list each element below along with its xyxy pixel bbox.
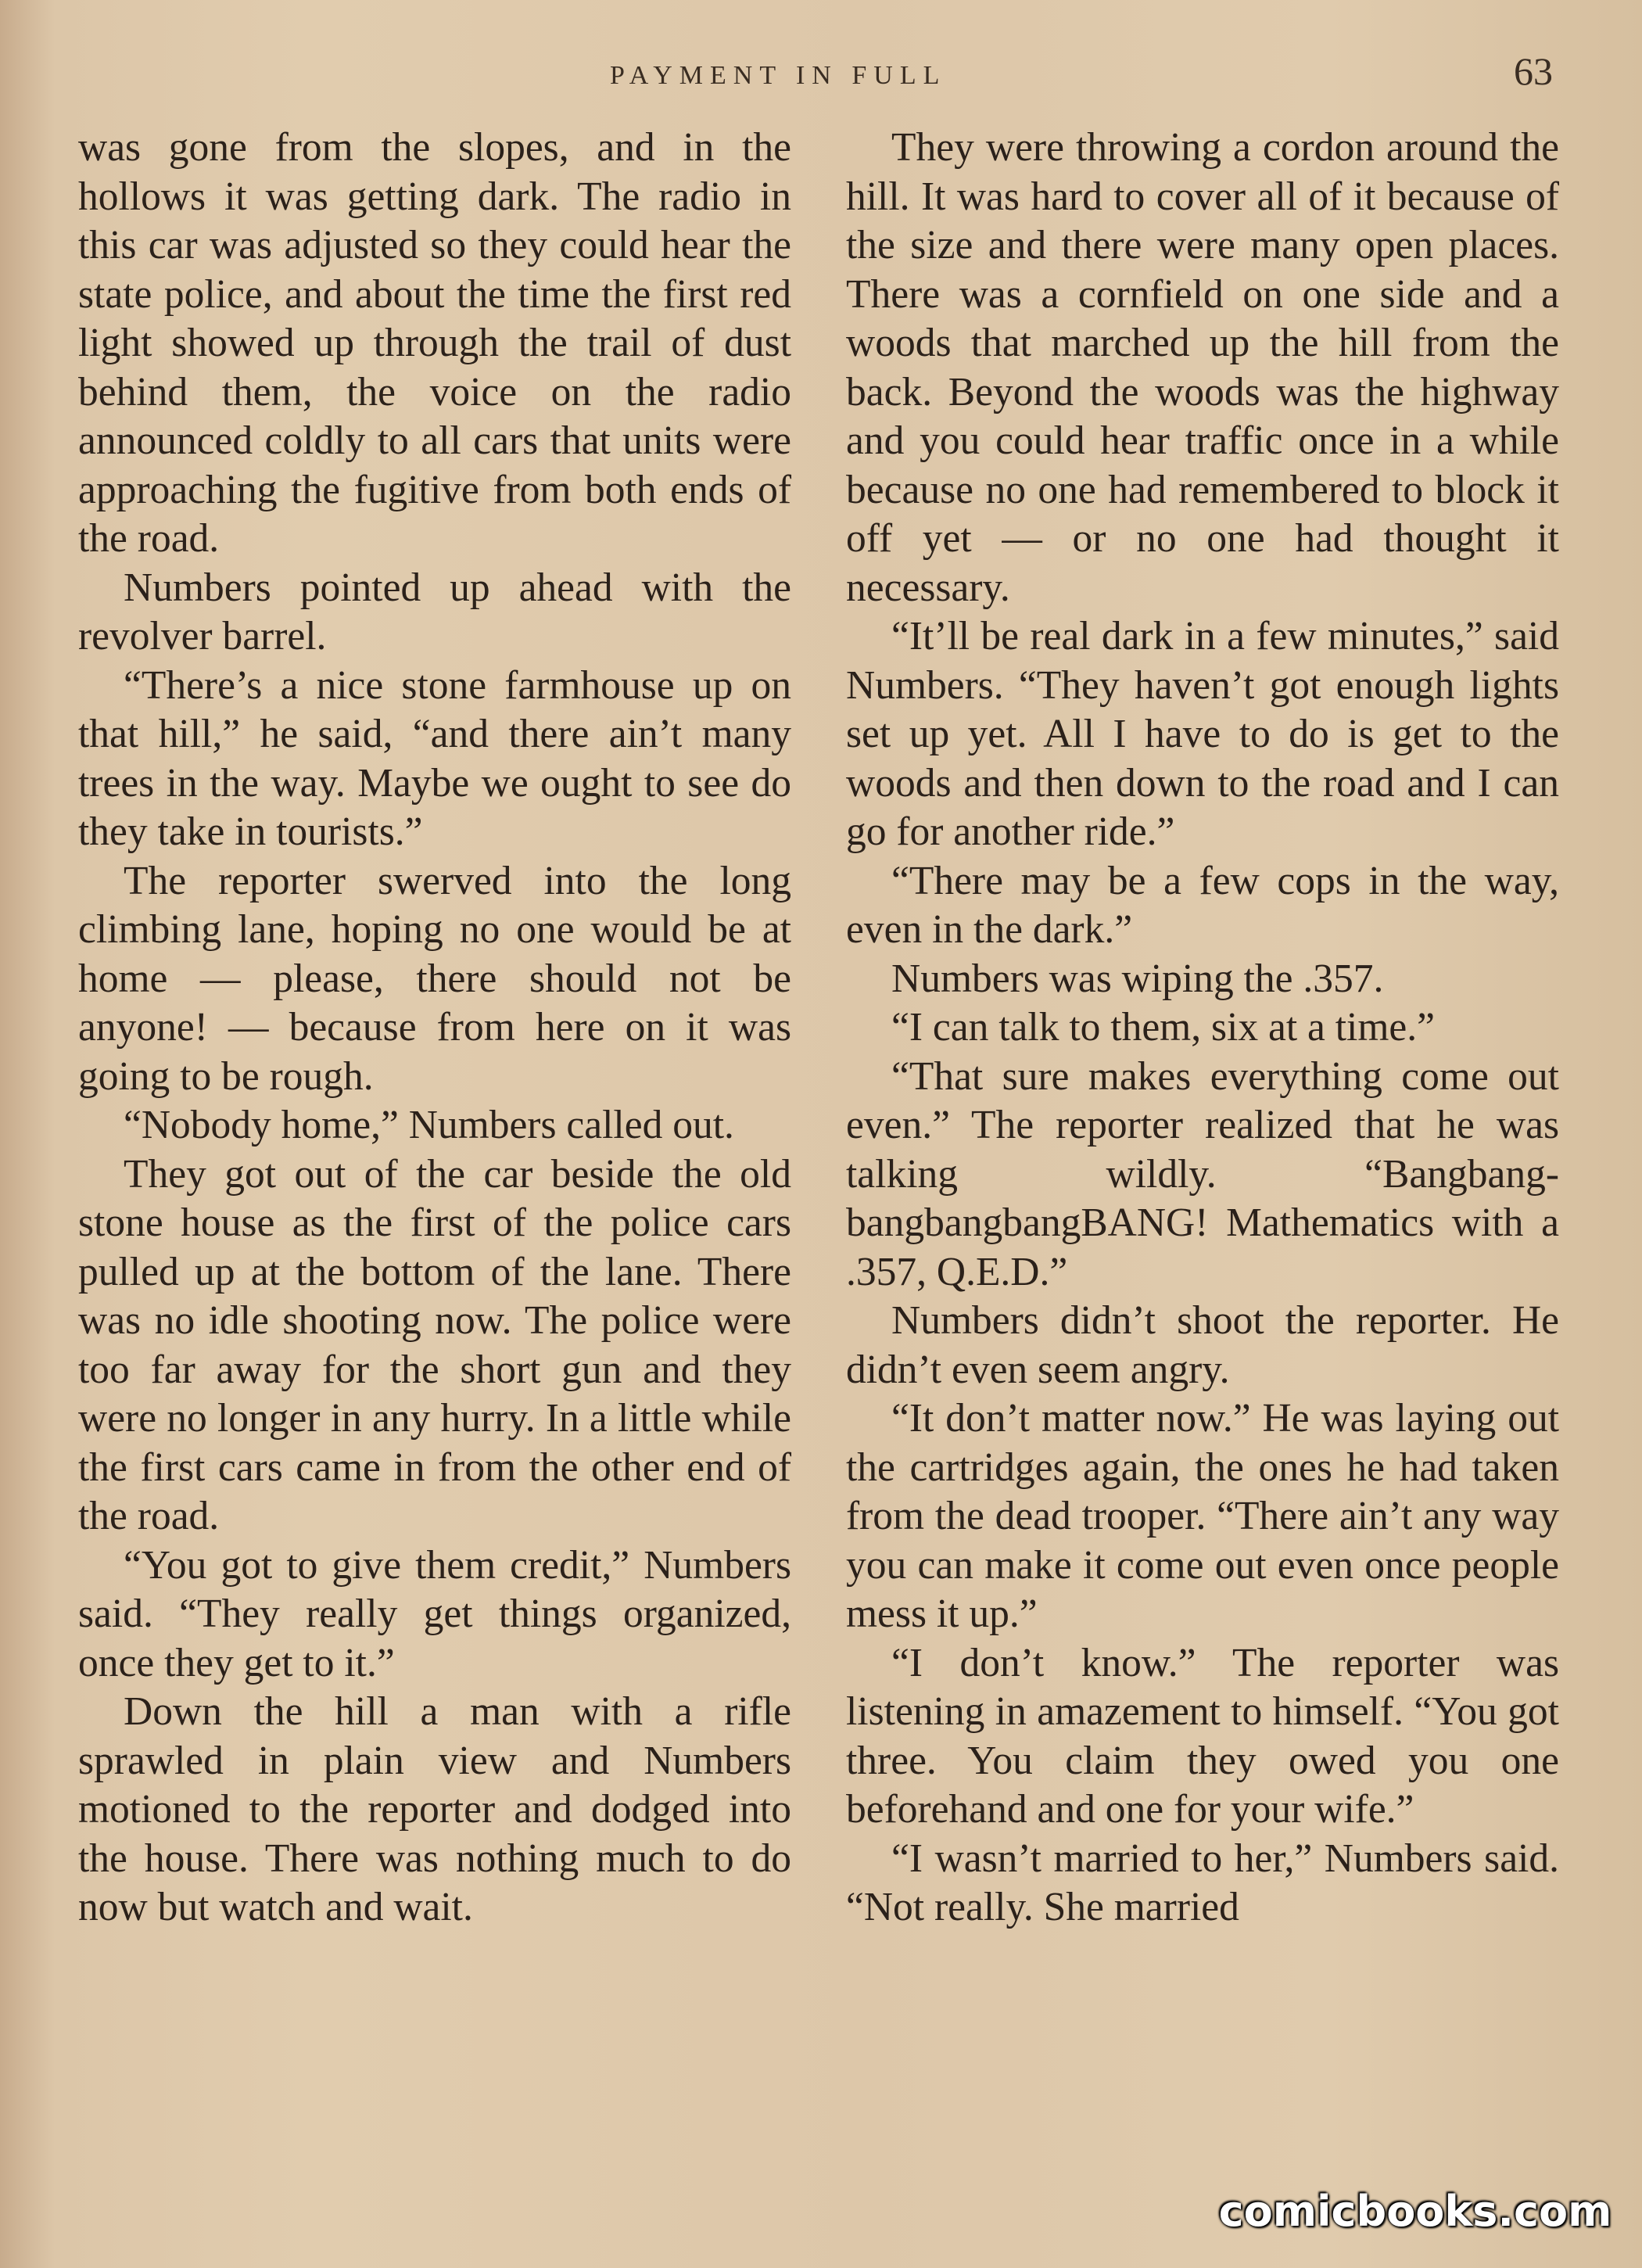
right-column	[846, 124, 1559, 1932]
paragraph: “There’s a nice stone farmhouse up on that hill,” he said, “and there ain’t many trees in the way. Maybe we ought to see do they take in tourists.”	[78, 662, 791, 854]
paragraph: They got out of the car beside the old stone house as the first of the police cars pulled up at the bottom of the lane. There was no idle shooting now. The police were too far away for the short gun and they were no longer in any hurry. In a little while the first cars came in from the other end of the road.	[78, 1151, 791, 1538]
paragraph: “You got to give them credit,” Numbers said. “They really get things organized, once they get to it.”	[78, 1542, 791, 1685]
paragraph: “I wasn’t married to her,” Numbers said. “Not really. She married	[846, 1836, 1559, 1929]
left-column	[78, 124, 791, 1932]
paragraph: “Nobody home,” Numbers called out.	[124, 1103, 734, 1147]
paragraph: Numbers pointed up ahead with the revolver barrel.	[78, 565, 791, 659]
paragraph: “That sure makes everything come out even.” The reporter realized that he was talking wildly. “BangbangbangbangbangBANG! Mathematics with a .357, Q.E.D.”	[846, 1053, 1559, 1294]
paragraph: “I don’t know.” The reporter was listening in amazement to himself. “You got three. You claim they owed you one beforehand and one for your wife.”	[846, 1640, 1559, 1832]
paragraph: “There may be a few cops in the way, even in the dark.”	[846, 858, 1559, 952]
paragraph: “I can talk to them, six at a time.”	[891, 1005, 1435, 1050]
paragraph: They were throwing a cordon around the hill. It was hard to cover all of it because of the size and there were many open places. There was a cornfield on one side and a woods that marched up the hill from the back. Beyond the woods was the highway and you could hear traffic once in a while because no one had remembered to block it off yet — or no one had thought it necessary.	[846, 125, 1559, 610]
paragraph: “It don’t matter now.” He was laying out the cartridges again, the ones he had taken from the dead trooper. “There ain’t any way you can make it come out even once people mess it up.”	[846, 1396, 1559, 1636]
watermark: comicbooks.com	[1218, 2187, 1612, 2236]
paragraph: was gone from the slopes, and in the hollows it was getting dark. The radio in this car was adjusted so they could hear the state police, and about the time the first red light showed up through the trail of dust behind them, the voice on the radio announced coldly to all cars that units were approaching the fugitive from both ends of the road.	[78, 125, 791, 561]
paragraph: “It’ll be real dark in a few minutes,” said Numbers. “They haven’t got enough lights set up yet. All I have to do is get to the woods and then down to the road and I can go for another ride.”	[846, 614, 1559, 854]
page-number: 63	[1514, 49, 1553, 93]
running-head: PAYMENT IN FULL	[610, 61, 947, 90]
paragraph: Down the hill a man with a rifle sprawled in plain view and Numbers motioned to the reporter and dodged into the house. There was nothing much to do now but watch and wait.	[78, 1689, 791, 1929]
paragraph: The reporter swerved into the long climbing lane, hoping no one would be at home — please, there should not be anyone! — because from here on it was going to be rough.	[78, 858, 791, 1099]
paragraph: Numbers didn’t shoot the reporter. He didn’t even seem angry.	[846, 1298, 1559, 1392]
paragraph: Numbers was wiping the .357.	[891, 956, 1384, 1001]
